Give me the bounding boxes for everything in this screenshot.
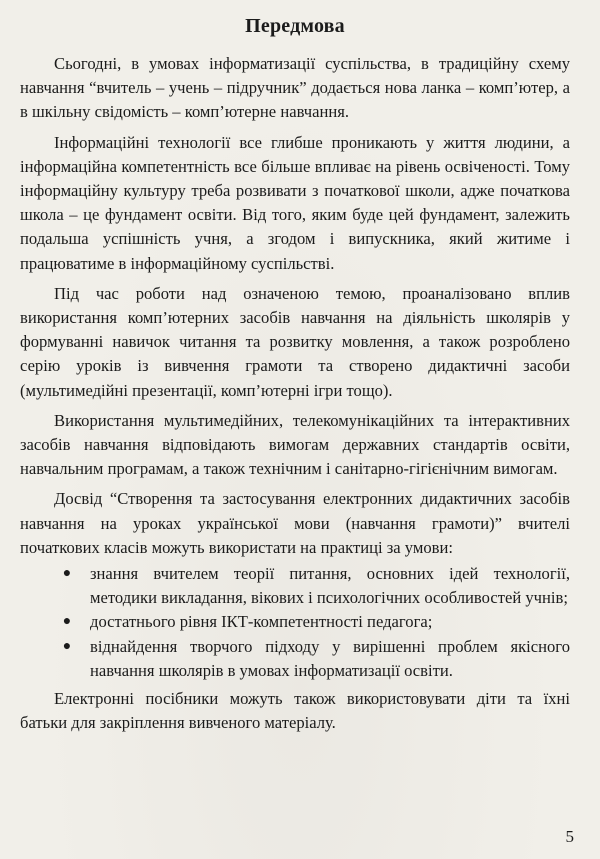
document-body <box>20 52 570 735</box>
closing-paragraph: Електронні посібники можуть також використовувати діти та їхні батьки для закріплення вивченого матеріалу. <box>20 689 570 733</box>
paragraph: Інформаційні технології все глибше проникають у життя людини, а інформаційна компетентність все більше впливає на рівень освіченості. Тому інформаційну культуру треба розвивати з початкової школи, адже початкова школа – це фундамент освіти. Від того, яким буде цей фундамент, залежить подальша успішність учня, а згодом і випускника, який житиме і працюватиме в інформаційному суспільстві. <box>20 132 570 273</box>
list-item <box>60 635 570 683</box>
bullet-icon: ● <box>62 614 72 630</box>
paragraph: Сьогодні, в умовах інформатизації суспільства, в традиційну схему навчання “вчитель – учень – підручник” додається нова ланка – комп’ютер, а в шкільну свідомість – комп’ютерне навчання. <box>20 54 570 122</box>
conditions-list <box>20 562 570 683</box>
page-title: Передмова <box>245 15 345 37</box>
paragraph: Використання мультимедійних, телекомунікаційних та інтерактивних засобів навчання відповідають вимогам державних стандартів освіти, навчальним програмам, а також технічним і санітарно-гігієнічним вимогам. <box>20 410 570 479</box>
list-item-text: віднайдення творчого підходу у вирішенні проблем якісного навчання школярів в умовах інформатизації освіти. <box>90 636 570 680</box>
bullet-icon: ● <box>62 638 72 654</box>
page-number: 5 <box>565 827 574 846</box>
list-item <box>60 562 570 610</box>
list-item <box>60 610 570 634</box>
paragraph: Досвід “Створення та застосування електронних дидактичних засобів навчання на уроках української мови (навчання грамоти)” вчителі початкових класів можуть використати на практиці за умови: <box>20 489 570 557</box>
list-item-text: достатнього рівня ІКТ-компетентності педагога; <box>90 612 433 632</box>
bullet-icon: ● <box>62 566 72 582</box>
paragraph: Під час роботи над означеною темою, проаналізовано вплив використання комп’ютерних засобів навчання на діяльність школярів у формуванні навичок читання та розвитку мовлення, а також розроблено серію уроків із вивчення грамоти та створено дидактичні засоби (мультимедійні презентації, комп’ютерні ігри тощо). <box>20 283 570 400</box>
list-item-text: знання вчителем теорії питання, основних ідей технології, методики викладання, вікових і психологічних особливостей учнів; <box>90 564 570 608</box>
